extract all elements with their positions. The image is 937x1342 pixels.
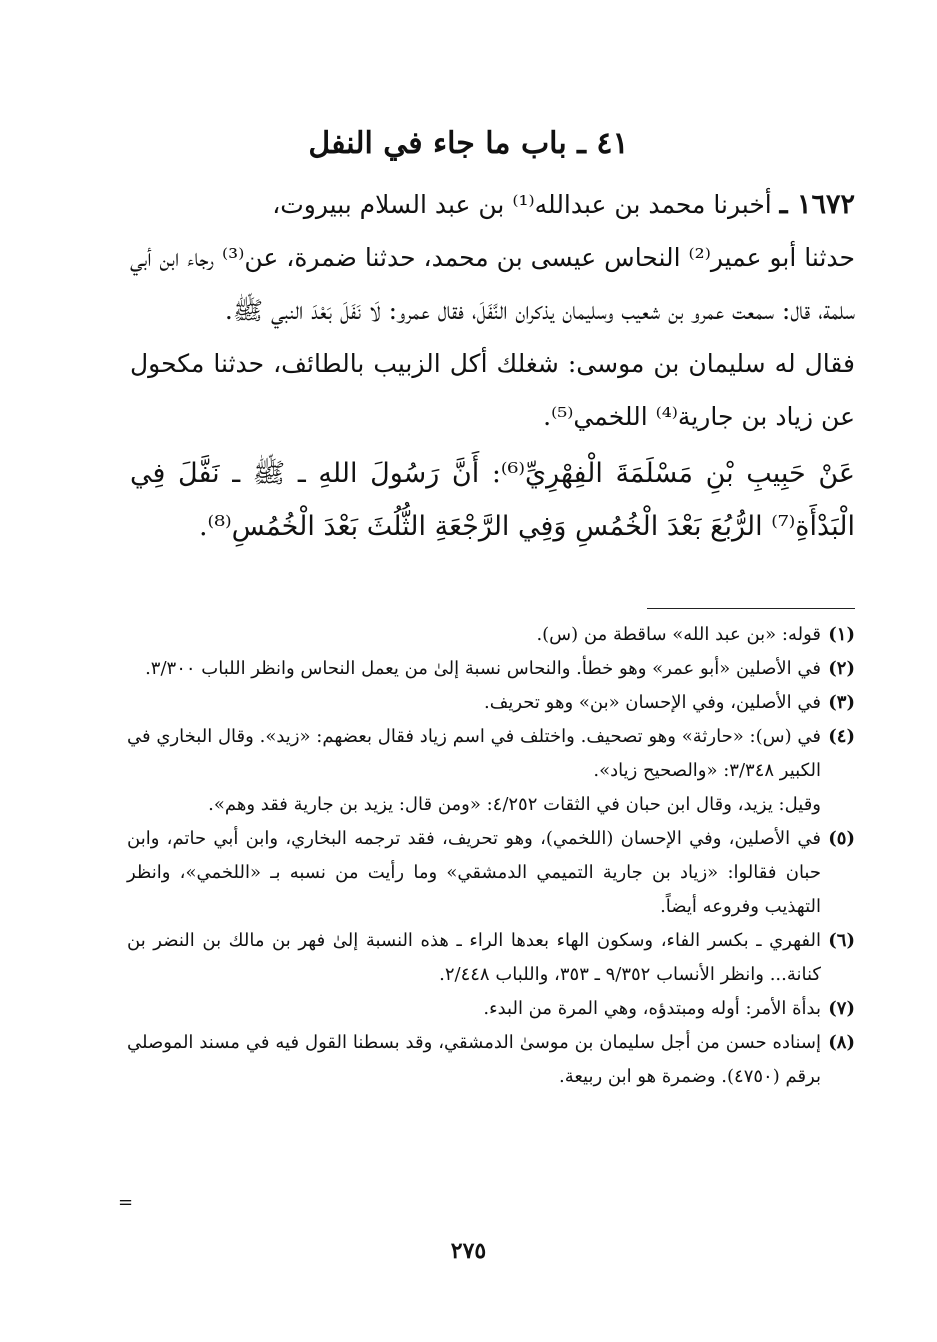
footnote: [127, 686, 855, 720]
footnote: [127, 652, 855, 686]
main-text: [130, 178, 855, 553]
footnote-text: في (س): «حارثة» وهو تصحيف. واختلف في اسم زياد فقال بعضهم: «زيد». وقال البخاري في الكبير ٣/٣٤٨: «والصحيح زياد».: [127, 726, 821, 781]
continuation-mark: =: [118, 1192, 134, 1213]
footnote: [127, 924, 855, 992]
footnote-continuation: [127, 788, 855, 822]
footnote-text: الفهري ـ بكسر الفاء، وسكون الهاء بعدها الراء ـ هذه النسبة إلىٰ فهر بن مالك بن النضر بن كنانة... وانظر الأنساب ٩/٣٥٢ ـ ٣٥٣، واللباب ٢/٤٤٨.: [127, 930, 821, 985]
footnote: [127, 618, 855, 652]
footnote-text: وقيل: يزيد، وقال ابن حبان في الثقات ٤/٢٥٢: «ومن قال: يزيد بن جارية فقد وهم».: [208, 794, 821, 815]
footnotes: [127, 618, 855, 1094]
footnote-number: (٥): [828, 828, 855, 849]
footnote: [127, 822, 855, 924]
footnote-divider: [647, 608, 855, 609]
isnad-line-1: أخبرنا محمد بن عبدالله⁽¹⁾ بن عبد السلام ببيروت،: [272, 190, 772, 219]
hadith-matn: عَنْ حَبِيبِ بْنِ مَسْلَمَةَ الْفِهْرِيِّ⁽⁶⁾: أَنَّ رَسُولَ اللهِ ـ ﷺ ـ نَفَّلَ فِي الْبَدْأَةِ⁽⁷⁾ الرُّبُعَ بَعْدَ الْخُمُسِ وَفِي الرَّجْعَةِ الثُّلُثَ بَعْدَ الْخُمُسِ⁽⁸⁾.: [130, 458, 855, 542]
footnote-text: في الأصلين، وفي الإحسان «بن» وهو تحريف.: [484, 692, 821, 713]
chapter-heading: ٤١ ـ باب ما جاء في النفل: [308, 126, 629, 161]
page-number: ٢٧٥: [450, 1238, 487, 1264]
footnote: [127, 1026, 855, 1094]
footnote-number: (٨): [828, 1032, 855, 1053]
footnote-number: (٢): [828, 658, 855, 679]
footnote-text: بدأة الأمر: أوله ومبتدؤه، وهي المرة من البدء.: [483, 998, 821, 1019]
footnote: [127, 720, 855, 788]
footnote-text: في الأصلين، وفي الإحسان (اللخمي)، وهو تحريف، فقد ترجمه البخاري، وابن أبي حاتم، وابن حبان فقالوا: «زياد بن جارية التميمي الدمشقي» وما رأيت من نسبه بـ «اللخمي»، وانظر التهذيب وفروعه أيضاً.: [127, 828, 821, 917]
footnote-number: (٤): [828, 726, 855, 747]
footnote-number: (٧): [828, 998, 855, 1019]
hadith-number: ١٦٧٢ ـ: [779, 189, 855, 220]
footnote-number: (١): [828, 624, 855, 645]
footnote-text: قوله: «بن عبد الله» ساقطة من (س).: [536, 624, 821, 645]
footnote-text: في الأصلين «أبو عمر» وهو خطأ. والنحاس نسبة إلىٰ من يعمل النحاس وانظر اللباب ٣/٣٠٠.: [145, 658, 821, 679]
footnote-number: (٦): [828, 930, 855, 951]
isnad-paragraph: حدثنا أبو عمير⁽²⁾ النحاس عيسى بن محمد، حدثنا ضمرة، عن⁽³⁾ رجاء ابن أبي سلمة، قال: سمعت عمرو بن شعيب وسليمان يذكران النَّفَلَ، فقال عمرو: لَا نَفَلَ بَعْدَ النبي ﷺ.: [130, 243, 855, 325]
footnote-number: (٣): [828, 692, 855, 713]
isnad-continuation: فقال له سليمان بن موسى: شغلك أكل الزبيب بالطائف، حدثنا مكحول عن زياد بن جارية⁽⁴⁾ اللخمي⁽⁵⁾.: [130, 349, 855, 431]
footnote-text: إسناده حسن من أجل سليمان بن موسىٰ الدمشقي، وقد بسطنا القول فيه في مسند الموصلي برقم (٤٧٥٠). وضمرة هو ابن ربيعة.: [127, 1032, 821, 1087]
hadith-isnad-opening: [130, 178, 855, 231]
footnote: [127, 992, 855, 1026]
